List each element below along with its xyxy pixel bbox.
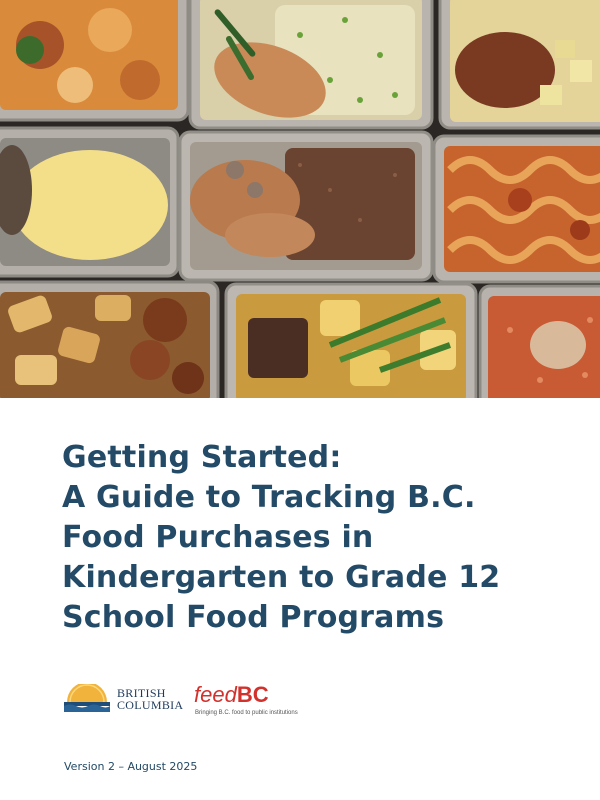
food-containers-photo-icon [0,0,600,398]
title-line-1: Getting Started: [62,440,342,475]
feed-bc-wordmark [194,682,269,708]
title-line-3: Food Purchases in [62,520,374,555]
feed-bc-word-feed: feed [194,682,237,707]
title-line-2: A Guide to Tracking B.C. [62,480,476,515]
feed-bc-tagline: Bringing B.C. food to public institutions [195,710,298,716]
feed-bc-word-bc: BC [236,682,269,707]
bc-sun-logo-icon [62,684,112,714]
version-label: Version 2 – August 2025 [64,760,198,773]
british-columbia-logo [62,682,182,716]
cover-photo [0,0,600,398]
bc-logo-word-british: BRITISH [117,686,166,700]
feed-bc-logo [194,682,324,722]
title-line-4: Kindergarten to Grade 12 [62,560,501,595]
title-line-5: School Food Programs [62,600,445,635]
document-title [62,438,562,638]
bc-logo-word-columbia: COLUMBIA [117,698,184,712]
